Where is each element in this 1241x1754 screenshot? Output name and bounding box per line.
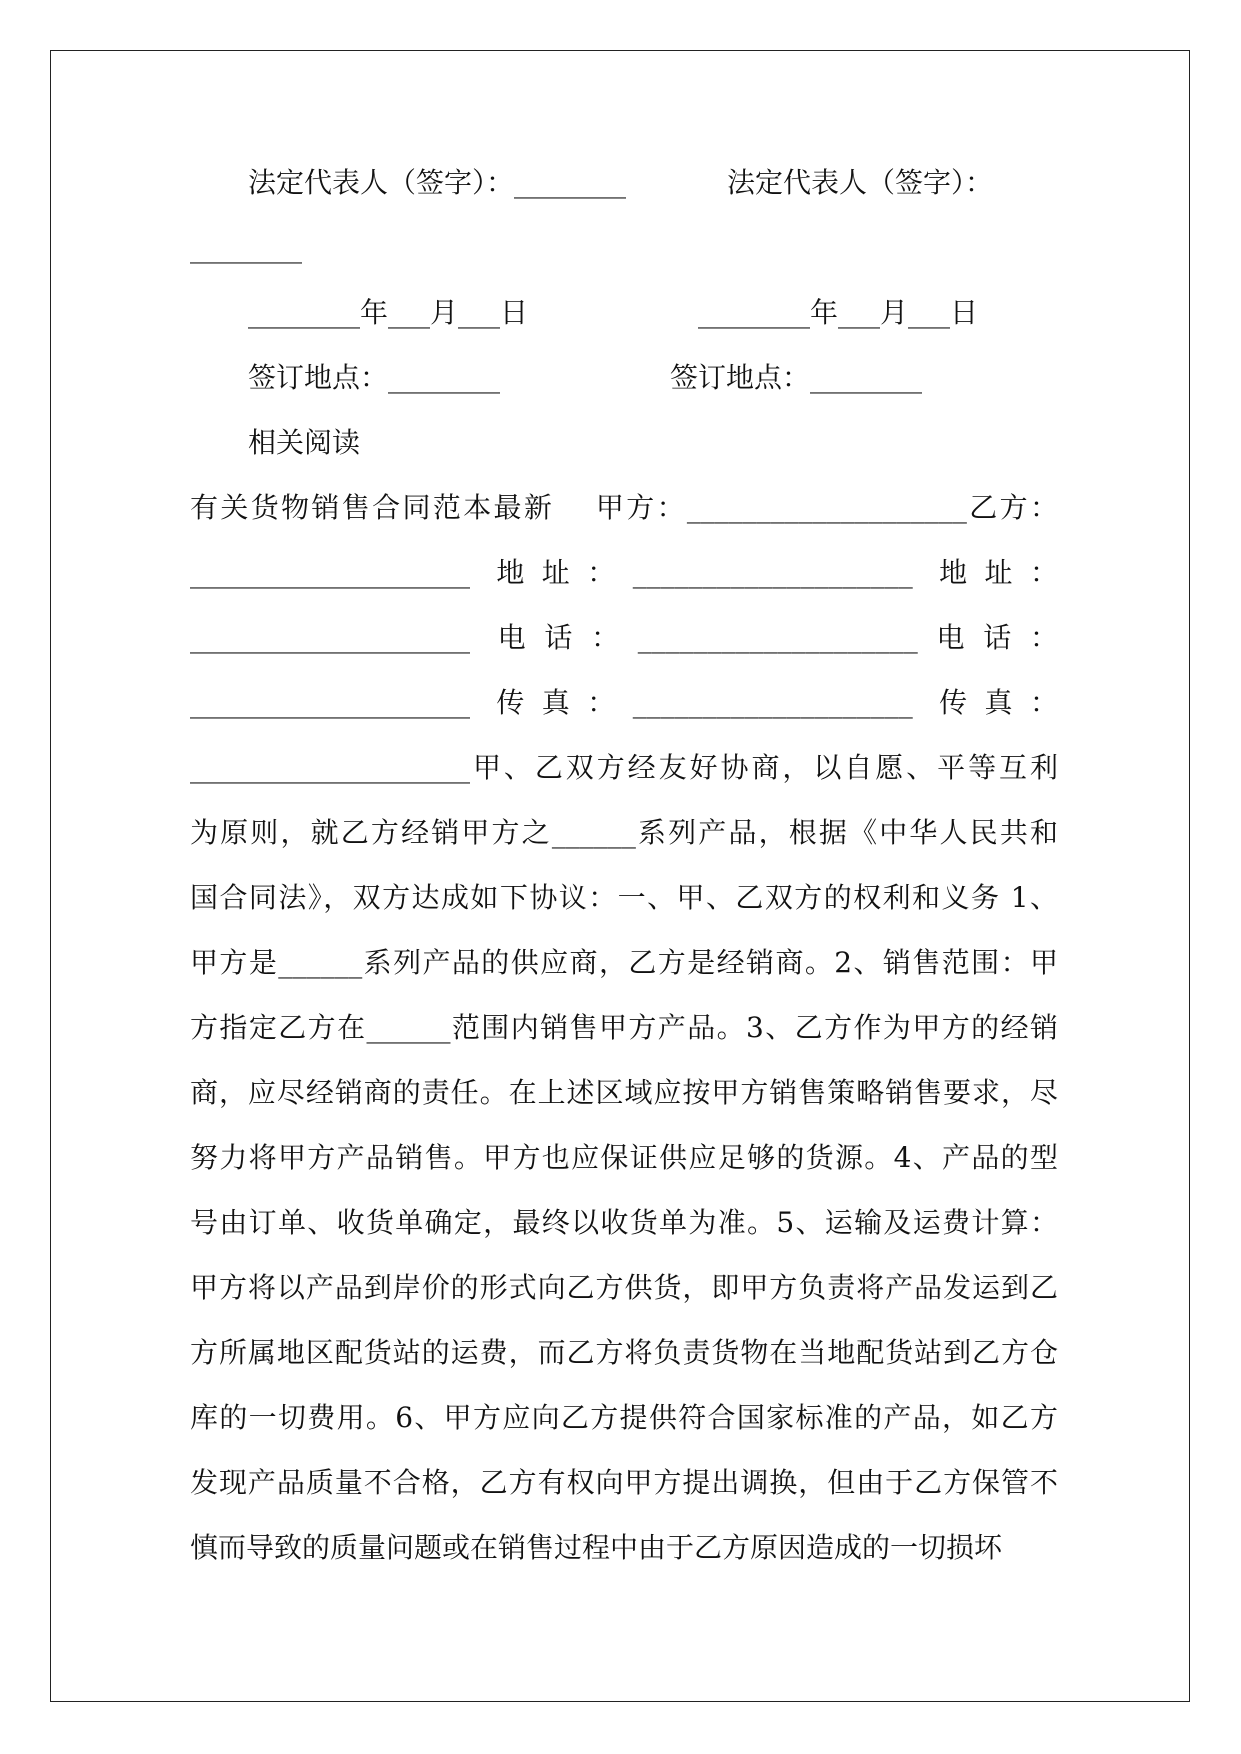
body-line: ____________________ 地址：____________________ 地址：: [190, 556, 1058, 589]
body-line: 商，应尽经销商的责任。在上述区域应按甲方销售策略销售要求，尽: [190, 1076, 1058, 1109]
body-line: ____________________甲、乙双方经友好协商，以自愿、平等互利: [190, 751, 1058, 784]
body-line: ____________________ 传真：____________________ 传真：: [190, 686, 1058, 719]
body-line: 库的一切费用。6、甲方应向乙方提供符合国家标准的产品，如乙方: [190, 1401, 1058, 1434]
legal-rep-signature-left: 法定代表人（签字）：________: [248, 166, 627, 199]
related-reading-heading: 相关阅读: [248, 426, 361, 459]
body-line: 甲方将以产品到岸价的形式向乙方供货，即甲方负责将产品发运到乙: [190, 1271, 1058, 1304]
signing-place-right: 签订地点：________: [670, 361, 923, 394]
signature-blank: ________: [190, 231, 302, 264]
date-left: ________年___月___日: [248, 296, 529, 329]
body-line: ____________________ 电话：____________________电话：: [190, 621, 1058, 654]
body-line: 有关货物销售合同范本最新 甲方：____________________乙方：: [190, 491, 1058, 524]
signature-line-1: [190, 150, 1058, 215]
body-line: 号由订单、收货单确定，最终以收货单为准。5、运输及运费计算：: [190, 1206, 1058, 1239]
body-line: 慎而导致的质量问题或在销售过程中由于乙方原因造成的一切损坏: [190, 1531, 1003, 1564]
document-content: [190, 150, 1058, 1580]
body-line: 努力将甲方产品销售。甲方也应保证供应足够的货源。4、产品的型: [190, 1141, 1058, 1174]
date-right: ________年___月___日: [698, 296, 979, 329]
body-line: 发现产品质量不合格，乙方有权向甲方提出调换，但由于乙方保管不: [190, 1466, 1058, 1499]
body-line: 方指定乙方在______范围内销售甲方产品。3、乙方作为甲方的经销: [190, 1011, 1058, 1044]
body-line: 为原则，就乙方经销甲方之______系列产品，根据《中华人民共和: [190, 816, 1058, 849]
signing-place-line: [190, 345, 1058, 410]
signature-line-2: [190, 215, 1058, 280]
date-line: [190, 280, 1058, 345]
body-line: 国合同法》，双方达成如下协议：一、甲、乙双方的权利和义务 1、: [190, 881, 1058, 914]
legal-rep-signature-right: 法定代表人（签字）：: [727, 166, 994, 199]
body-line: 甲方是______系列产品的供应商，乙方是经销商。2、销售范围：甲: [190, 946, 1058, 979]
signing-place-left: 签订地点：________: [248, 361, 501, 394]
body-line: 方所属地区配货站的运费，而乙方将负责货物在当地配货站到乙方仓: [190, 1336, 1058, 1369]
